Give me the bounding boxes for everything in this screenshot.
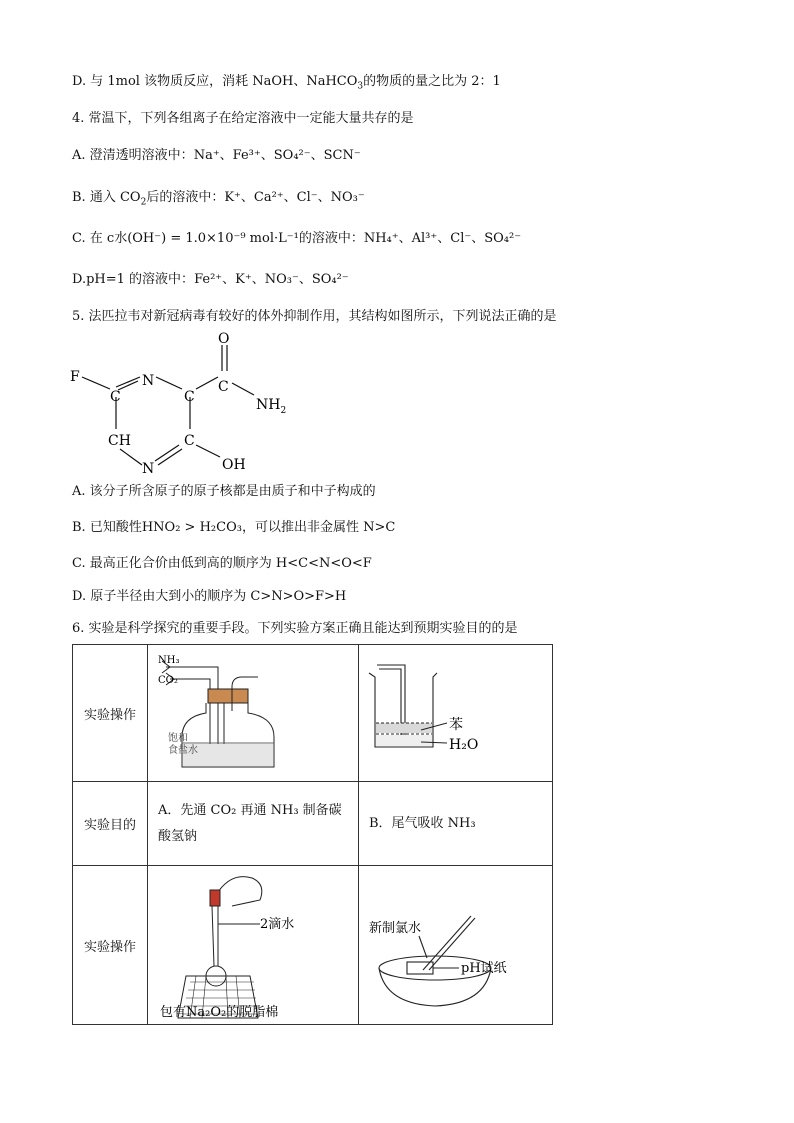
atom-C1: C <box>110 389 121 405</box>
q5-stem: 5. 法匹拉韦对新冠病毒有较好的体外抑制作用，其结构如图所示，下列说法正确的是 <box>72 309 557 324</box>
figure-c-cotton-label: 包有Na₂O₂的脱脂棉 <box>160 1005 279 1020</box>
figure-a-cell <box>148 645 359 782</box>
q3-option-d-text1: 与 1mol 该物质反应，消耗 NaOH、NaHCO <box>90 74 358 89</box>
q4-option-b-ions: K⁺、Ca²⁺、Cl⁻、NO₃⁻ <box>224 190 365 205</box>
favipiravir-structure <box>60 325 300 480</box>
atom-NH2: $NH_2$ <box>256 397 287 416</box>
option-b-purpose: B．尾气吸收 NH₃ <box>359 782 553 866</box>
figure-d-cell <box>359 866 553 1025</box>
atom-N2: N <box>142 461 155 477</box>
figure-a-nh3-label: NH₃ <box>158 655 180 666</box>
figure-a-gas-bottle <box>148 645 356 777</box>
q6-stem: 6. 实验是科学探究的重要手段。下列实验方案正确且能达到预期实验目的的是 <box>72 621 518 636</box>
figure-c-drops-label: 2滴水 <box>260 917 295 932</box>
q3-option-d: D. 与 1mol 该物质反应，消耗 NaOH、NaHCO$_3$的物质的量之比为 2：1 <box>72 74 501 92</box>
atom-C2: C <box>184 389 195 405</box>
option-a-purpose: A．先通 CO₂ 再通 NH₃ 制备碳酸氢钠 <box>148 782 359 866</box>
figure-b-water-label: H₂O <box>449 737 479 753</box>
q4-option-a: A. 澄清透明溶液中：Na⁺、Fe³⁺、SO₄²⁻、SCN⁻ <box>72 148 361 163</box>
q4-option-c: C. 在 c水(OH⁻) = 1.0×10⁻⁹ mol·L⁻¹的溶液中：NH₄⁺、Al³⁺、Cl⁻、SO₄²⁻ <box>72 231 522 246</box>
q4-option-c-ions: NH₄⁺、Al³⁺、Cl⁻、SO₄²⁻ <box>363 231 522 246</box>
figure-c-cell <box>148 866 359 1025</box>
q5-option-a: A. 该分子所含原子的原子核都是由质子和中子构成的 <box>72 484 376 499</box>
q6-experiment-table <box>72 644 549 1020</box>
figure-d-paper-label: pH试纸 <box>461 961 507 976</box>
atom-CH: CH <box>108 433 131 449</box>
q4-option-c-expression: c水(OH⁻) = 1.0×10⁻⁹ mol·L⁻¹ <box>106 231 299 246</box>
q5-option-b-expression: HNO₂ > H₂CO₃ <box>141 520 242 535</box>
q4-option-d: D.pH=1 的溶液中：Fe²⁺、K⁺、NO₃⁻、SO₄²⁻ <box>72 272 349 287</box>
atom-OH: OH <box>222 457 246 473</box>
q5-option-d: D. 原子半径由大到小的顺序为 C>N>O>F>H <box>72 589 347 604</box>
q5-option-c: C. 最高正化合价由低到高的顺序为 H<C<N<O<F <box>72 556 372 571</box>
row-label-operation-2: 实验操作 <box>73 866 148 1025</box>
figure-d-chlorine-label: 新制氯水 <box>369 921 422 936</box>
atom-O: O <box>218 331 230 347</box>
figure-d-dish <box>359 866 550 1020</box>
figure-a-co2-label: CO₂ <box>158 675 178 686</box>
q5-option-b: B. 已知酸性HNO₂ > H₂CO₃，可以推出非金属性 N>C <box>72 520 396 535</box>
figure-b-benzene-label: 苯 <box>449 717 463 733</box>
figure-b-beaker <box>359 645 550 777</box>
atom-C4: C <box>184 433 195 449</box>
atom-F: F <box>70 369 80 385</box>
q4-option-b: B. 通入 $CO_2$后的溶液中：K⁺、Ca²⁺、Cl⁻、NO₃⁻ <box>72 190 365 208</box>
row-label-purpose: 实验目的 <box>73 782 148 866</box>
q4-stem: 4. 常温下，下列各组离子在给定溶液中一定能大量共存的是 <box>72 111 414 126</box>
q4-option-a-ions: Na⁺、Fe³⁺、SO₄²⁻、SCN⁻ <box>193 148 361 163</box>
figure-a-brine-label-1: 饱和 <box>168 733 188 744</box>
atom-C3: C <box>218 379 229 395</box>
figure-c-dropper <box>148 866 356 1020</box>
q3-option-d-text2: 的物质的量之比为 2：1 <box>363 74 501 89</box>
row-label-operation-1: 实验操作 <box>73 645 148 782</box>
q4-option-d-ions: Fe²⁺、K⁺、NO₃⁻、SO₄²⁻ <box>194 272 349 287</box>
atom-N1: N <box>142 373 155 389</box>
figure-b-cell <box>359 645 553 782</box>
figure-a-brine-label-2: 食盐水 <box>168 745 198 756</box>
